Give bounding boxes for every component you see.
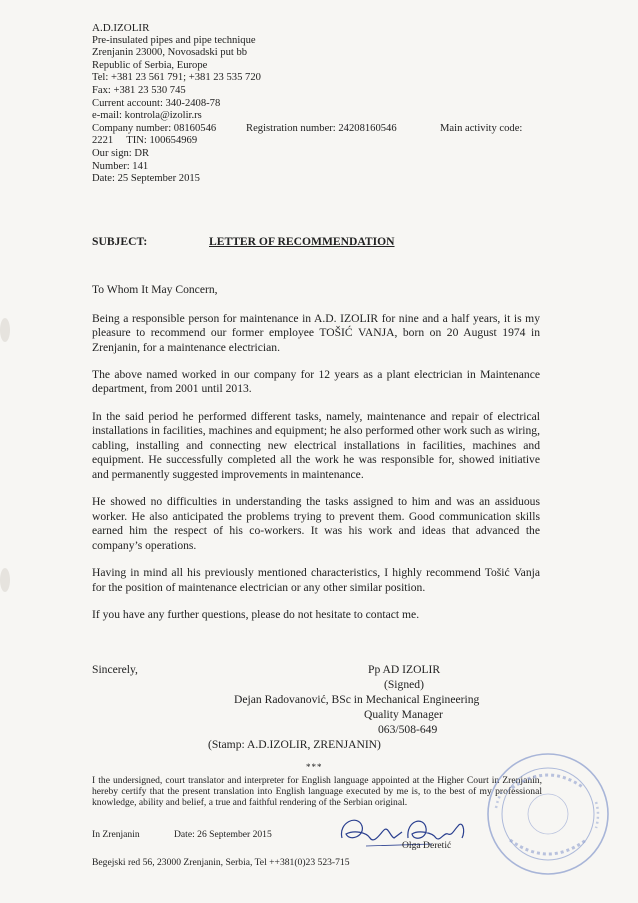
signatory-phone: 063/508-649	[378, 723, 438, 736]
translator-certification: I the undersigned, court translator and interpreter for English language appointed at the Higher Court in Zrenjanin, hereby certify that the present translation into English language executed by me is, to the best of my professional knowledge, ability and belief, a true and faithful rendering of the Serbian original.	[92, 775, 542, 809]
body-paragraph: In the said period he performed different tasks, namely, maintenance and repair of electrical installations in facilities, machines and equipment; he also performed other work such as wiring, cabling, installing and connecting new electrical installations in facilities, machines and equipment. He successfully completed all the work he was responsible for, showed initiative and permanently suggested improvements in maintenance.	[92, 409, 540, 481]
footer-address: Begejski red 56, 23000 Zrenjanin, Serbia, Tel ++381(0)23 523-715	[92, 857, 350, 868]
letter-body	[92, 283, 540, 635]
round-seal-icon	[482, 748, 614, 880]
letterhead	[92, 22, 562, 186]
company-description: Pre-insulated pipes and pipe technique	[92, 34, 256, 46]
subject-title: LETTER OF RECOMMENDATION	[209, 235, 395, 248]
signed-note: (Signed)	[384, 678, 424, 691]
signatory-position: Quality Manager	[364, 708, 443, 721]
body-paragraph: Being a responsible person for maintenance in A.D. IZOLIR for nine and a half years, it is my pleasure to recommend our former employee TOŠIĆ VANJA, born on 20 August 1974 in Zrenjanin, for a maintenance electrician.	[92, 311, 540, 354]
hole-punch-mark	[0, 568, 10, 592]
company-fax: Fax: +381 23 530 745	[92, 84, 186, 96]
body-paragraph: If you have any further questions, please do not hesitate to contact me.	[92, 607, 420, 621]
company-email: e-mail: kontrola@izolir.rs	[92, 110, 202, 122]
stamp-note: (Stamp: A.D.IZOLIR, ZRENJANIN)	[208, 738, 381, 751]
hole-punch-mark	[0, 318, 10, 342]
translator-name: Olga Deretić	[402, 840, 452, 851]
body-paragraph: Having in mind all his previously mentioned characteristics, I highly recommend Tošić Vanja for the position of maintenance electrician or any other similar position.	[92, 565, 540, 594]
company-tel: Tel: +381 23 561 791; +381 23 535 720	[92, 72, 261, 84]
company-country: Republic of Serbia, Europe	[92, 59, 208, 71]
salutation: To Whom It May Concern,	[92, 283, 218, 296]
closing-sincerely: Sincerely,	[92, 663, 138, 676]
activity-tin: 2221 TIN: 100654969	[92, 135, 198, 147]
cert-date: Date: 26 September 2015	[174, 829, 272, 840]
our-sign: Our sign: DR	[92, 147, 150, 159]
company-number: Company number: 08160546	[92, 122, 217, 134]
letter-date: Date: 25 September 2015	[92, 173, 200, 185]
company-name: A.D.IZOLIR	[92, 22, 150, 34]
registration-row	[92, 123, 562, 136]
registration-number: Registration number: 24208160546	[246, 122, 397, 134]
signatory-name: Dejan Radovanović, BSc in Mechanical Engineering	[234, 693, 480, 706]
cert-place: In Zrenjanin	[92, 829, 140, 840]
body-paragraph: The above named worked in our company for 12 years as a plant electrician in Maintenance department, from 2001 until 2013.	[92, 367, 540, 396]
separator-stars: ***	[306, 762, 323, 772]
signatory-company: Pp AD IZOLIR	[368, 663, 441, 676]
subject-label: SUBJECT:	[92, 235, 148, 248]
main-activity-label: Main activity code:	[440, 122, 523, 134]
company-address: Zrenjanin 23000, Novosadski put bb	[92, 47, 248, 59]
company-account: Current account: 340-2408-78	[92, 97, 221, 109]
letter-number: Number: 141	[92, 160, 149, 172]
body-paragraph: He showed no difficulties in understanding the tasks assigned to him and was an assiduous worker. He also anticipated the problems trying to prevent them. Good communication skills earned him the respect of his co-workers. It was his work and ideas that advanced the company’s operations.	[92, 495, 540, 552]
